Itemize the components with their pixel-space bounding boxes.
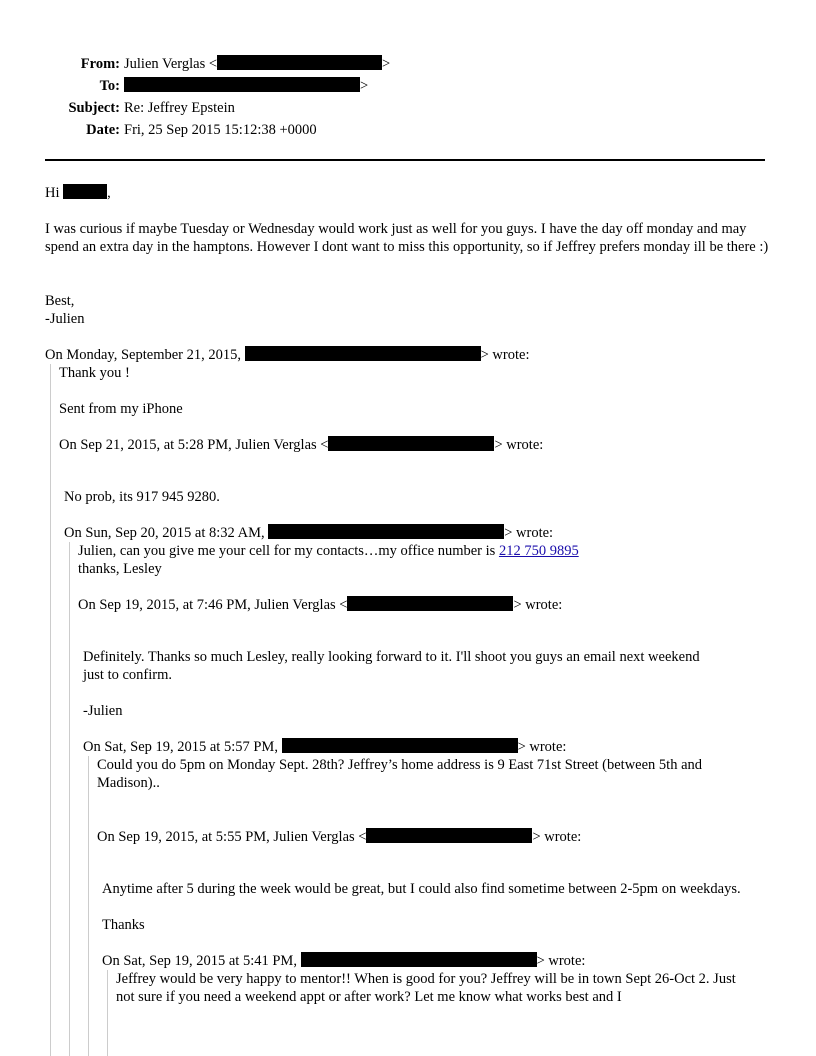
quote-attribution: [64, 524, 553, 542]
quote-attribution: [97, 828, 581, 846]
redaction: [63, 184, 107, 199]
attribution-suffix: > wrote:: [504, 525, 554, 541]
quote-attribution: [78, 596, 562, 614]
quote-attribution: [45, 346, 529, 364]
signoff: Best,: [45, 293, 75, 309]
quote-text: Definitely. Thanks so much Lesley, really looking forward to it. I'll shoot you guys an email next weekend just to confirm.: [83, 649, 700, 683]
date-label: Date:: [86, 122, 120, 138]
quote-thanks: Thanks: [102, 917, 145, 933]
redaction: [301, 952, 537, 967]
quote-attribution: [102, 952, 585, 970]
quote-text: Thank you !: [59, 365, 130, 381]
greeting-end: ,: [107, 185, 111, 201]
greeting: [45, 184, 111, 202]
quote-bar: [88, 756, 89, 1056]
redaction: [347, 596, 513, 611]
redaction: [124, 77, 360, 92]
date-value: Fri, 25 Sep 2015 15:12:38 +0000: [124, 122, 317, 138]
redaction: [217, 55, 382, 70]
quote-attribution: [59, 436, 543, 454]
quote-text: Jeffrey would be very happy to mentor!! When is good for you? Jeffrey will be in town Sept 26-Oct 2. Just not sure if you need a weekend appt or after work? Let me know what works best and I: [116, 971, 736, 1005]
to-value: [124, 77, 368, 95]
redaction: [268, 524, 504, 539]
attribution-suffix: > wrote:: [517, 739, 567, 755]
quote-bar: [50, 364, 51, 1056]
redaction: [245, 346, 481, 361]
attribution-text: On Sep 21, 2015, at 5:28 PM, Julien Verglas <: [59, 437, 329, 453]
attribution-text: On Sun, Sep 20, 2015 at 8:32 AM,: [64, 525, 265, 541]
quote-signature: -Julien: [83, 703, 123, 719]
signature: -Julien: [45, 311, 85, 327]
attribution-text: On Sep 19, 2015, at 7:46 PM, Julien Verglas <: [78, 597, 348, 613]
quote-sentence: Julien, can you give me your cell for my contacts…my office number is: [78, 543, 496, 559]
from-label: From:: [80, 56, 120, 72]
quote-thanks: thanks, Lesley: [78, 561, 162, 577]
attribution-text: On Monday, September 21, 2015,: [45, 347, 241, 363]
subject-label: Subject:: [68, 100, 120, 116]
sent-from: Sent from my iPhone: [59, 401, 183, 417]
attribution-suffix: > wrote:: [532, 829, 582, 845]
attribution-text: On Sat, Sep 19, 2015 at 5:41 PM,: [102, 953, 297, 969]
quote-text: Could you do 5pm on Monday Sept. 28th? Jeffrey’s home address is 9 East 71st Street (between 5th and Madison)..: [97, 757, 703, 791]
quote-text: Anytime after 5 during the week would be great, but I could also find sometime between 2-5pm on weekdays.: [102, 881, 741, 897]
from-close: >: [382, 56, 391, 72]
phone-link[interactable]: 212 750 9895: [498, 543, 579, 559]
from-name: Julien Verglas <: [124, 56, 218, 72]
quote-bar: [69, 542, 70, 1056]
attribution-suffix: > wrote:: [494, 437, 544, 453]
subject-value: Re: Jeffrey Epstein: [124, 100, 235, 116]
redaction: [328, 436, 494, 451]
to-close: >: [360, 78, 369, 94]
attribution-suffix: > wrote:: [480, 347, 530, 363]
body-paragraph: I was curious if maybe Tuesday or Wednesday would work just as well for you guys. I have the day off monday and may spend an extra day in the hamptons. However I dont want to miss this opportunity, so if Jeffrey prefers monday ill be there :): [45, 221, 769, 255]
attribution-text: On Sat, Sep 19, 2015 at 5:57 PM,: [83, 739, 278, 755]
attribution-text: On Sep 19, 2015, at 5:55 PM, Julien Verglas <: [97, 829, 367, 845]
quote-text: No prob, its 917 945 9280.: [64, 489, 220, 505]
from-value: [124, 55, 390, 73]
quote-text: [78, 542, 579, 560]
greeting-text: Hi: [45, 185, 60, 201]
attribution-suffix: > wrote:: [536, 953, 586, 969]
quote-attribution: [83, 738, 566, 756]
redaction: [366, 828, 532, 843]
quote-bar: [107, 970, 108, 1056]
attribution-suffix: > wrote:: [513, 597, 563, 613]
to-label: To:: [99, 78, 120, 94]
header-divider: [45, 159, 765, 161]
redaction: [282, 738, 518, 753]
